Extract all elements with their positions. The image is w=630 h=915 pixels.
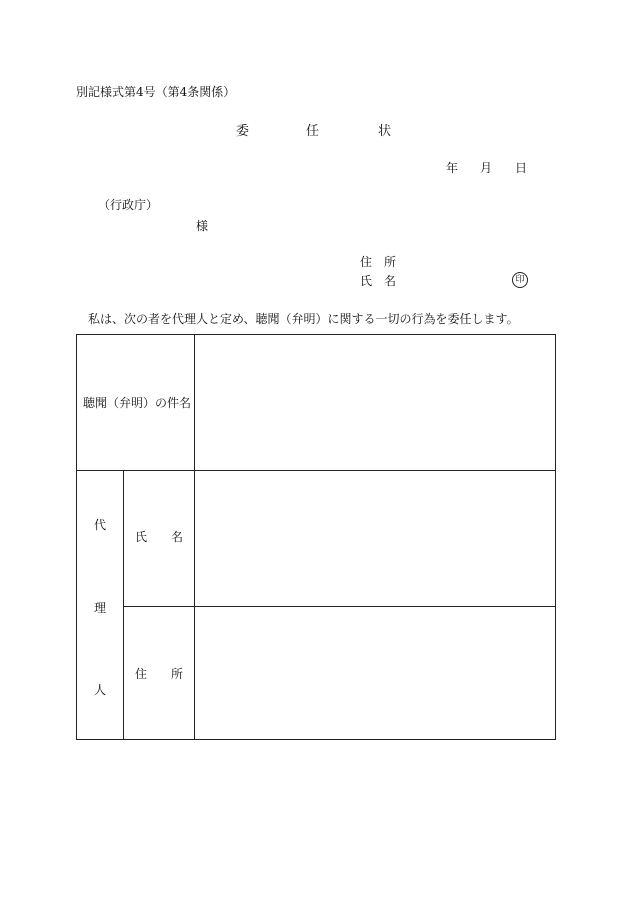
case-name-field[interactable]: [201, 339, 551, 465]
title-char-3: 状: [378, 124, 392, 139]
grantor-name-label: 氏 名: [360, 274, 397, 288]
delegation-table: [76, 334, 556, 740]
table-divider-agent: [123, 470, 124, 739]
agent-char-3: 人: [94, 683, 107, 697]
agent-char-2: 理: [94, 601, 107, 615]
grantor-address-label: 住 所: [360, 255, 397, 269]
date-year-label: 年: [446, 161, 459, 175]
table-divider-row1: [77, 470, 555, 471]
form-reference: 別記様式第4号（第4条関係）: [76, 85, 236, 99]
delegation-statement: 私は、次の者を代理人と定め、聴聞（弁明）に関する一切の行為を委任します。: [88, 312, 519, 326]
date-day-label: 日: [515, 161, 528, 175]
addressee-org: （行政庁）: [98, 198, 159, 212]
agent-address-label: 住 所: [135, 667, 184, 681]
agent-char-1: 代: [94, 518, 107, 532]
agent-address-field[interactable]: [201, 611, 551, 735]
case-name-label: 聴聞（弁明）の件名: [83, 396, 192, 410]
addressee-suffix: 様: [196, 219, 209, 233]
table-divider-row2: [123, 606, 555, 607]
date-month-label: 月: [480, 161, 493, 175]
table-divider-main: [194, 335, 195, 739]
seal-mark: 印: [512, 272, 528, 288]
agent-name-label: 氏 名: [135, 530, 184, 544]
title-char-2: 任: [306, 124, 320, 139]
agent-name-field[interactable]: [201, 475, 551, 601]
title-char-1: 委: [236, 124, 250, 139]
